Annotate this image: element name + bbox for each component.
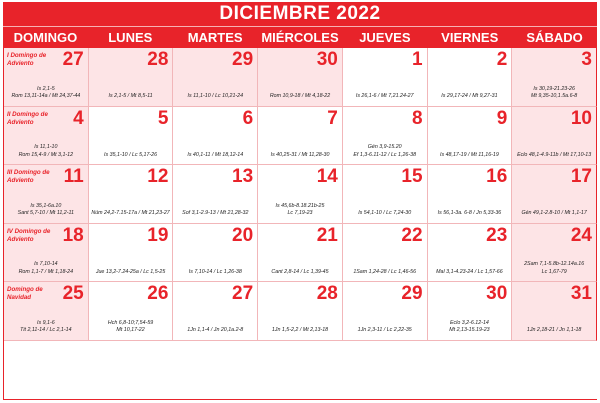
day-number: 14 <box>316 166 338 187</box>
day-cell <box>173 48 258 107</box>
day-number: 29 <box>401 283 423 304</box>
day-number: 30 <box>316 49 338 70</box>
readings: Is 7,10-14 / Lc 1,26-38 <box>188 268 242 275</box>
liturgical-label: I Domingo de Adviento <box>7 52 47 67</box>
readings: Is 26,1-6 / Mt 7,21.24-27 <box>355 93 414 99</box>
day-number: 25 <box>62 283 84 304</box>
readings: Gén 49,1-2.8-10 / Mt 1,1-17 <box>521 210 587 216</box>
day-number: 7 <box>327 107 338 129</box>
day-number: 3 <box>581 49 592 70</box>
day-cell <box>89 165 174 224</box>
readings: Is 56,1-3a. 6-8 / Jn 5,33-36 <box>437 210 502 216</box>
weekday-tuesday: MARTES <box>187 30 243 45</box>
readings: Is 11,1-10 Rom 15,4-9 / Mt 3,1-12 <box>18 144 74 158</box>
day-number: 20 <box>232 224 254 246</box>
day-cell <box>4 48 89 107</box>
readings: Is 35,1-10 / Lc 5,17-26 <box>104 151 158 158</box>
day-number: 5 <box>157 107 169 129</box>
day-cell <box>343 282 428 341</box>
day-cell <box>89 224 174 283</box>
readings: Is 7,10-14 Rom 1,1-7 / Mt 1,18-24 <box>18 261 74 275</box>
readings: 1Sam 1,24-28 / Lc 1,46-56 <box>353 268 417 275</box>
day-number: 16 <box>486 166 508 187</box>
day-cell <box>512 224 597 283</box>
day-number: 9 <box>496 107 508 129</box>
readings: 2Sam 7,1-5.8b-12.14a.16 Lc 1,67-79 <box>524 261 585 275</box>
day-cell <box>428 224 513 283</box>
readings: Is 29,17-24 / Mt 9,27-31 <box>441 93 498 99</box>
day-cell <box>89 48 174 107</box>
day-cell <box>173 107 258 166</box>
readings: Eclo 48,1-4.9-11b / Mt 17,10-13 <box>517 151 592 158</box>
day-cell <box>89 282 174 341</box>
readings: Gén 3,9-15.20 Ef 1,3-6.11-12 / Lc 1,26-38 <box>353 144 417 158</box>
day-number: 30 <box>486 283 508 304</box>
weekday-wednesday: MIÉRCOLES <box>261 30 339 45</box>
readings: Is 11,1-10 / Lc 10,21-24 <box>187 93 244 99</box>
day-number: 2 <box>496 49 508 70</box>
day-cell <box>4 107 89 166</box>
readings: Mal 3,1-4.23-24 / Lc 1,57-66 <box>436 268 503 275</box>
day-number: 27 <box>232 283 254 304</box>
day-number: 29 <box>232 49 254 70</box>
readings: Is 35,1-6a.10 Sant 5,7-10 / Mt 11,2-11 <box>17 202 75 216</box>
readings: 1Jn 2,3-11 / Lc 2,22-35 <box>357 327 412 333</box>
day-number: 28 <box>316 283 338 304</box>
readings: Is 54,1-10 / Lc 7,24-30 <box>358 210 412 216</box>
day-number: 4 <box>73 107 84 129</box>
day-number: 28 <box>147 49 169 70</box>
readings: Is 9,1-6 Tit 2,11-14 / Lc 2,1-14 <box>20 319 72 333</box>
day-cell <box>428 282 513 341</box>
day-number: 18 <box>62 224 84 246</box>
day-cell <box>343 165 428 224</box>
weekday-header-row <box>3 26 597 48</box>
readings: Núm 24,2-7.15-17a / Mt 21,23-27 <box>91 210 170 216</box>
readings: 1Jn 1,1-4 / Jn 20,1a.2-8 <box>187 327 244 333</box>
day-cell <box>512 282 597 341</box>
readings: Is 45,6b-8.18.21b-25 Lc 7,19-23 <box>275 202 325 216</box>
day-cell <box>173 282 258 341</box>
day-number: 13 <box>232 166 254 187</box>
readings: Is 2,1-5 Rom 13,11-14a / Mt 24,37-44 <box>11 85 81 99</box>
day-cell <box>258 282 343 341</box>
day-cell <box>258 107 343 166</box>
day-cell <box>4 224 89 283</box>
readings: Is 30,19-21.23-26 Mt 9,35-10,1.5a.6-8 <box>531 85 578 99</box>
readings: 1Jn 2,18-21 / Jn 1,1-18 <box>526 327 582 333</box>
day-cell <box>428 165 513 224</box>
day-cell <box>512 107 597 166</box>
day-number: 31 <box>570 283 592 304</box>
day-number: 1 <box>411 49 423 70</box>
day-cell <box>512 165 597 224</box>
day-number: 26 <box>147 283 169 304</box>
day-number: 23 <box>486 224 508 246</box>
day-cell <box>4 282 89 341</box>
readings: 1Jn 1,5-2,2 / Mt 2,13-18 <box>271 327 329 333</box>
day-number: 10 <box>570 107 592 129</box>
calendar-grid <box>3 48 597 400</box>
readings: Sof 3,1-2.9-13 / Mt 21,28-32 <box>182 210 249 216</box>
weekday-monday: LUNES <box>108 30 153 45</box>
liturgical-label: III Domingo de Adviento <box>7 169 50 184</box>
day-cell <box>258 165 343 224</box>
readings: Is 2,1-5 / Mt 8,5-11 <box>108 93 153 99</box>
day-number: 21 <box>316 224 338 246</box>
day-cell <box>428 107 513 166</box>
day-number: 8 <box>411 107 423 129</box>
calendar <box>3 2 597 399</box>
day-cell <box>173 224 258 283</box>
weekday-thursday: JUEVES <box>359 30 411 45</box>
calendar-title: DICIEMBRE 2022 <box>219 3 381 24</box>
calendar-header <box>3 2 597 26</box>
liturgical-label: IV Domingo de Adviento <box>7 227 51 243</box>
readings: Eclo 3,2-6.12-14 Mt 2,13-15.19-23 <box>449 319 490 333</box>
readings: Jue 13,2-7.24-25a / Lc 1,5-25 <box>95 268 166 275</box>
liturgical-label: Domingo de Navidad <box>7 286 43 301</box>
day-number: 19 <box>147 224 169 246</box>
day-cell <box>343 107 428 166</box>
readings: Hch 6,8-10;7,54-59 Mt 10,17-22 <box>107 319 154 333</box>
readings: Rom 10,9-18 / Mt 4,18-22 <box>269 93 331 99</box>
day-number: 12 <box>147 166 169 187</box>
weekday-saturday: SÁBADO <box>526 30 583 45</box>
day-cell <box>173 165 258 224</box>
day-number: 15 <box>401 166 423 187</box>
day-number: 27 <box>62 49 84 70</box>
day-cell <box>343 48 428 107</box>
day-cell <box>428 48 513 107</box>
readings: Cant 2,8-14 / Lc 1,39-45 <box>271 268 329 275</box>
day-cell <box>258 224 343 283</box>
weekday-friday: VIERNES <box>441 30 499 45</box>
day-number: 17 <box>570 166 592 187</box>
day-cell <box>89 107 174 166</box>
day-cell <box>343 224 428 283</box>
day-number: 11 <box>63 166 84 187</box>
readings: Is 40,1-11 / Mt 18,12-14 <box>187 151 244 158</box>
day-cell <box>512 48 597 107</box>
day-number: 6 <box>242 107 254 129</box>
weekday-sunday: DOMINGO <box>13 30 78 45</box>
day-cell <box>4 165 89 224</box>
readings: Is 40,25-31 / Mt 11,28-30 <box>270 151 330 158</box>
day-cell <box>258 48 343 107</box>
readings: Is 48,17-19 / Mt 11,16-19 <box>440 151 499 158</box>
liturgical-label: II Domingo de Adviento <box>7 110 48 126</box>
day-number: 22 <box>401 224 423 246</box>
day-number: 24 <box>570 224 592 246</box>
